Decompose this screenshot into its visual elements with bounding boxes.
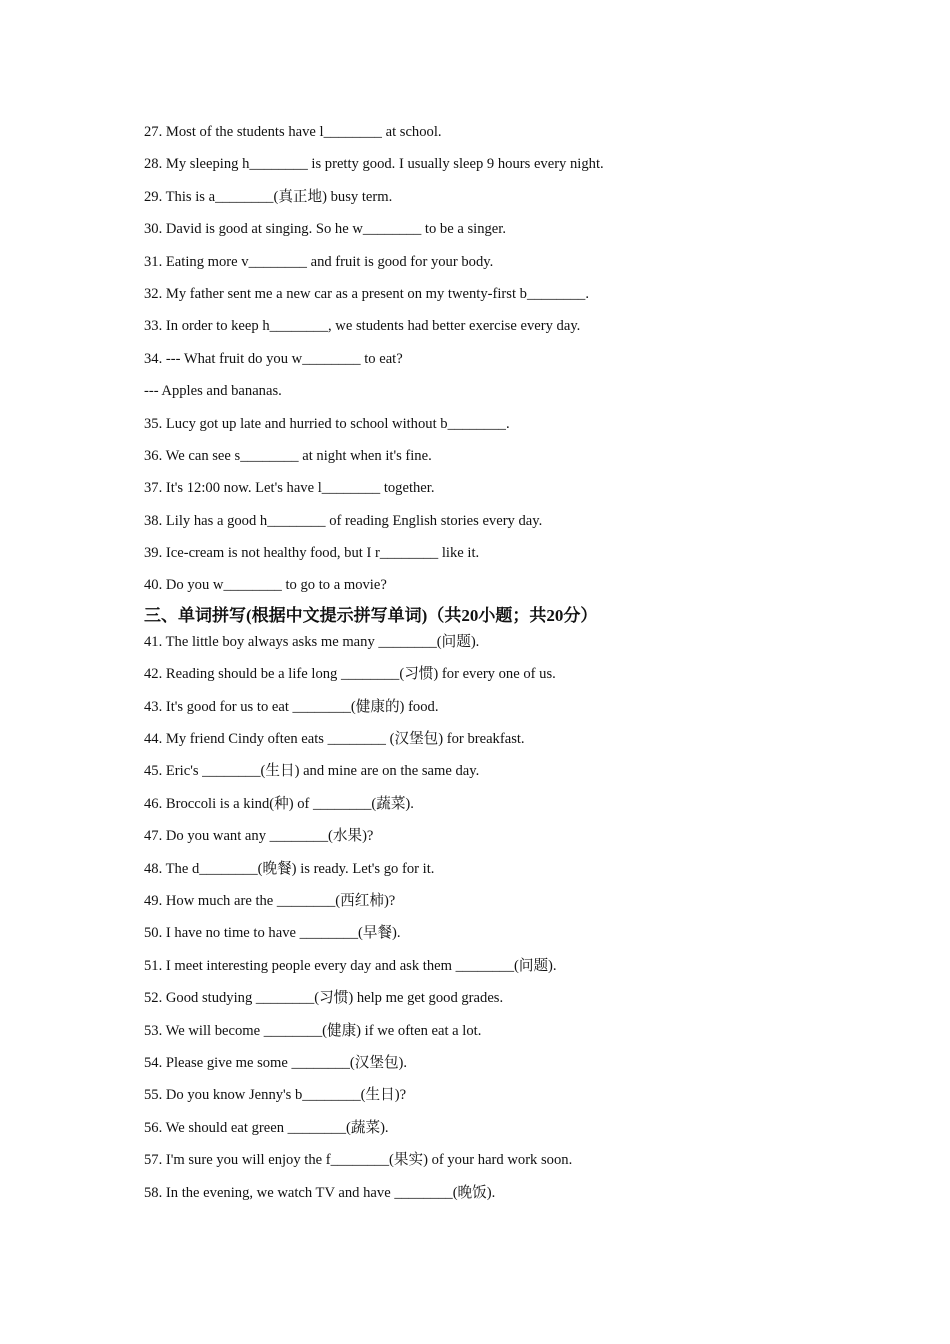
question-38: 38. Lily has a good h________ of reading English stories every day. xyxy=(144,512,543,529)
question-46: 46. Broccoli is a kind(种) of ________(蔬菜). xyxy=(144,795,414,812)
question-32: 32. My father sent me a new car as a present on my twenty-first b________. xyxy=(144,285,589,302)
questions-part1 xyxy=(144,120,824,606)
question-34-answer: --- Apples and bananas. xyxy=(144,383,282,400)
question-50: 50. I have no time to have ________(早餐). xyxy=(144,925,401,942)
question-43: 43. It's good for us to eat ________(健康的) food. xyxy=(144,698,439,715)
question-58: 58. In the evening, we watch TV and have ________(晚饭). xyxy=(144,1184,496,1201)
question-48: 48. The d________(晚餐) is ready. Let's go for it. xyxy=(144,860,435,877)
question-33: 33. In order to keep h________, we students had better exercise every day. xyxy=(144,318,581,335)
section-heading: 三、单词拼写(根据中文提示拼写单词)（共20小题；共20分） xyxy=(144,605,598,625)
questions-part2 xyxy=(144,630,824,1213)
question-54: 54. Please give me some ________(汉堡包). xyxy=(144,1054,408,1071)
question-45: 45. Eric's ________(生日) and mine are on the same day. xyxy=(144,763,480,780)
question-34: 34. --- What fruit do you w________ to eat? xyxy=(144,350,403,367)
question-31: 31. Eating more v________ and fruit is good for your body. xyxy=(144,253,494,270)
question-42: 42. Reading should be a life long ________(习惯) for every one of us. xyxy=(144,666,556,683)
question-51: 51. I meet interesting people every day and ask them ________(问题). xyxy=(144,957,557,974)
question-29: 29. This is a________(真正地) busy term. xyxy=(144,188,393,205)
question-36: 36. We can see s________ at night when it's fine. xyxy=(144,447,432,464)
question-44: 44. My friend Cindy often eats ________ (汉堡包) for breakfast. xyxy=(144,731,525,748)
question-30: 30. David is good at singing. So he w________ to be a singer. xyxy=(144,221,506,238)
worksheet-page xyxy=(144,120,824,1213)
question-37: 37. It's 12:00 now. Let's have l________ together. xyxy=(144,480,435,497)
question-35: 35. Lucy got up late and hurried to school without b________. xyxy=(144,415,510,432)
question-28: 28. My sleeping h________ is pretty good. I usually sleep 9 hours every night. xyxy=(144,156,604,173)
question-56: 56. We should eat green ________(蔬菜). xyxy=(144,1119,389,1136)
question-57: 57. I'm sure you will enjoy the f________(果实) of your hard work soon. xyxy=(144,1152,573,1169)
question-40: 40. Do you w________ to go to a movie? xyxy=(144,577,387,594)
question-39: 39. Ice-cream is not healthy food, but I r________ like it. xyxy=(144,545,480,562)
question-27: 27. Most of the students have l________ at school. xyxy=(144,124,442,140)
question-53: 53. We will become ________(健康) if we often eat a lot. xyxy=(144,1022,482,1039)
question-55: 55. Do you know Jenny's b________(生日)? xyxy=(144,1087,407,1104)
question-49: 49. How much are the ________(西红柿)? xyxy=(144,892,396,909)
question-41: 41. The little boy always asks me many ________(问题). xyxy=(144,633,480,650)
question-47: 47. Do you want any ________(水果)? xyxy=(144,828,374,845)
question-52: 52. Good studying ________(习惯) help me get good grades. xyxy=(144,990,504,1007)
